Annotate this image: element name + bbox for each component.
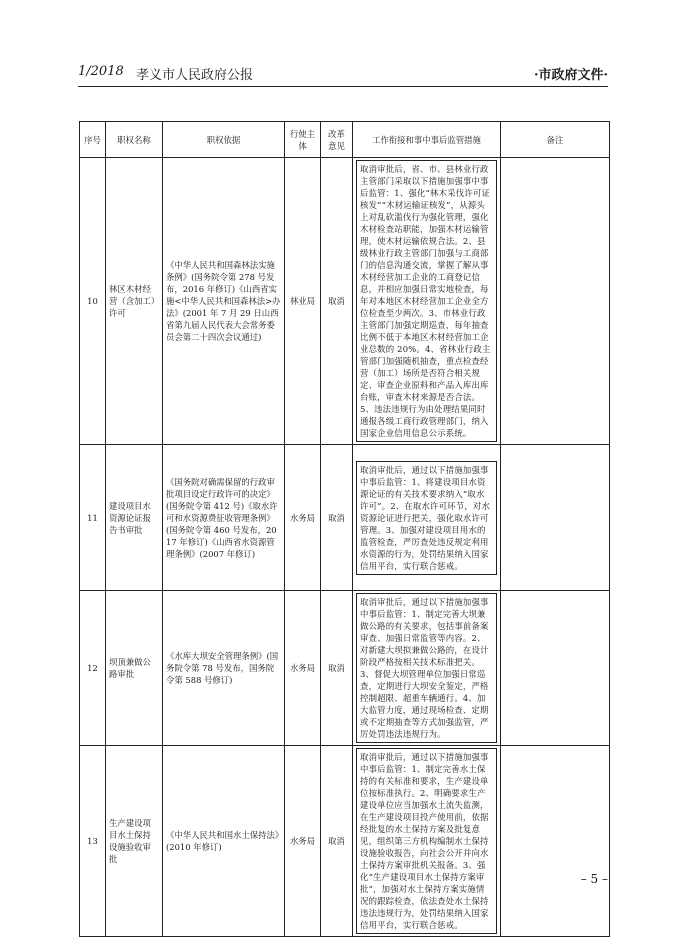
exercising-body: 水务局 [285,746,321,937]
row-number: 11 [80,445,106,591]
exercising-body: 林业局 [285,158,321,445]
page-number: – 5 – [580,872,608,886]
row-number: 13 [80,746,106,937]
column-header: 改革意见 [321,122,353,158]
table-row [80,746,610,937]
power-name: 坝顶兼做公路审批 [106,591,163,746]
remark [501,746,610,937]
measures-text: 取消审批后，省、市、县林业行政主管部门采取以下措施加强事中事后监管：1、强化“林木采伐许可证核发”“木材运输证核发”，从源头上对乱砍滥伐行为强化管理，强化木材检查站职能，加强木材运输管理，使木材运输依规合法。2、县级林业行政主管部门加强与工商部门的信息沟通交流，掌握了解从事木材经营加工企业的工商登记信息，并相应加强日常实地检查，每年对本地区木材经营加工企业全方位检查至少两次。3、市林业行政主管部门加强定期巡查，每年抽查比例不低于本地区木材经营加工企业总数的 20%。4、省林业行政主管部门加强随机抽查，重点检查经营（加工）场所是否符合相关规定、审查企业原料和产品入库出库台账，审查木材来源是否合法。5、违法违规行为由处理结果同时通报各级工商行政管理部门，纳入国家企业信用信息公示系统。 [356,160,497,442]
column-header: 职权名称 [106,122,163,158]
remark [501,445,610,591]
supervision-measures [353,445,501,591]
header-divider [78,86,608,87]
reform-opinion: 取消 [321,445,353,591]
power-name: 建设项目水资源论证报告书审批 [106,445,163,591]
reform-opinion: 取消 [321,591,353,746]
measures-text: 取消审批后，通过以下措施加强事中事后监管：1、制定完善大坝兼做公路的有关要求，包括事前备案审查、加强日常监管等内容。2、对新建大坝拟兼做公路的，在设计阶段严格按相关技术标准把关。3、督促大坝管理单位加强日常巡查，定期进行大坝安全鉴定，严格控制超限、超重车辆通行。4、加大监管力度，通过现场检查、定期或不定期抽查等方式加强监管，严厉处罚违法违规行为。 [356,593,497,743]
table-row [80,158,610,445]
remark [501,591,610,746]
legal-basis: 《中华人民共和国森林法实施条例》(国务院令第 278 号发布，2016 年修订)《山西省实施<中华人民共和国森林法>办法》(2001 年 7 月 29 日山西省第九届人民代表大会常务委员会第二十四次会议通过) [163,158,285,445]
page-header [78,64,608,82]
legal-basis: 《中华人民共和国水土保持法》(2010 年修订) [163,746,285,937]
supervision-measures [353,158,501,445]
remark [501,158,610,445]
exercising-body: 水务局 [285,591,321,746]
reform-opinion: 取消 [321,158,353,445]
legal-basis: 《国务院对确需保留的行政审批项目设定行政许可的决定》(国务院令第 412 号)《取水许可和水资源费征收管理条例》(国务院令第 460 号发布，2017 年修订)《山西省水资源管理条例》(2007 年修订) [163,445,285,591]
power-name: 生产建设项目水土保持设施验收审批 [106,746,163,937]
table-row [80,445,610,591]
column-header: 职权依据 [163,122,285,158]
table-row [80,591,610,746]
column-header: 工作衔接和事中事后监管措施 [353,122,501,158]
measures-text: 取消审批后，通过以下措施加强事中事后监管：1、将建设项目水资源论证的有关技术要求纳入“取水许可”。2、在取水许可环节，对水资源论证进行把关，强化取水许可管理。3、加强对建设项目用水的监管检查，严厉查处违反规定利用水资源的行为，处罚结果纳入国家信用平台，实行联合惩戒。 [356,461,497,575]
supervision-measures [353,746,501,937]
powers-table [79,121,610,937]
row-number: 12 [80,591,106,746]
reform-opinion: 取消 [321,746,353,937]
measures-text: 取消审批后，通过以下措施加强事中事后监管：1、制定完善水土保持的有关标准和要求，生产建设单位按标准执行。2、明确要求生产建设单位应当加强水土流失监测，在生产建设项目投产使用前，依据经批复的水土保持方案及批复意见，组织第三方机构编制水土保持设施验收报告，向社会公开并向水土保持方案审批机关报备。3、强化“生产建设项目水土保持方案审批”，加强对水土保持方案实施情况的跟踪检查，依法查处水土保持违法违规行为，处罚结果纳入国家信用平台，实行联合惩戒。 [356,748,497,934]
legal-basis: 《水库大坝安全管理条例》(国务院令第 78 号发布，国务院令第 588 号修订) [163,591,285,746]
exercising-body: 水务局 [285,445,321,591]
power-name: 林区木材经营（含加工）许可 [106,158,163,445]
gazette-title: 孝义市人民政府公报 [136,68,254,83]
row-number: 10 [80,158,106,445]
column-header: 行使主体 [285,122,321,158]
section-label: ·市政府文件· [533,68,608,83]
table-header-row [80,122,610,158]
column-header: 序号 [80,122,106,158]
issue-number: 1/2018 [78,64,124,79]
column-header: 备注 [501,122,610,158]
supervision-measures [353,591,501,746]
